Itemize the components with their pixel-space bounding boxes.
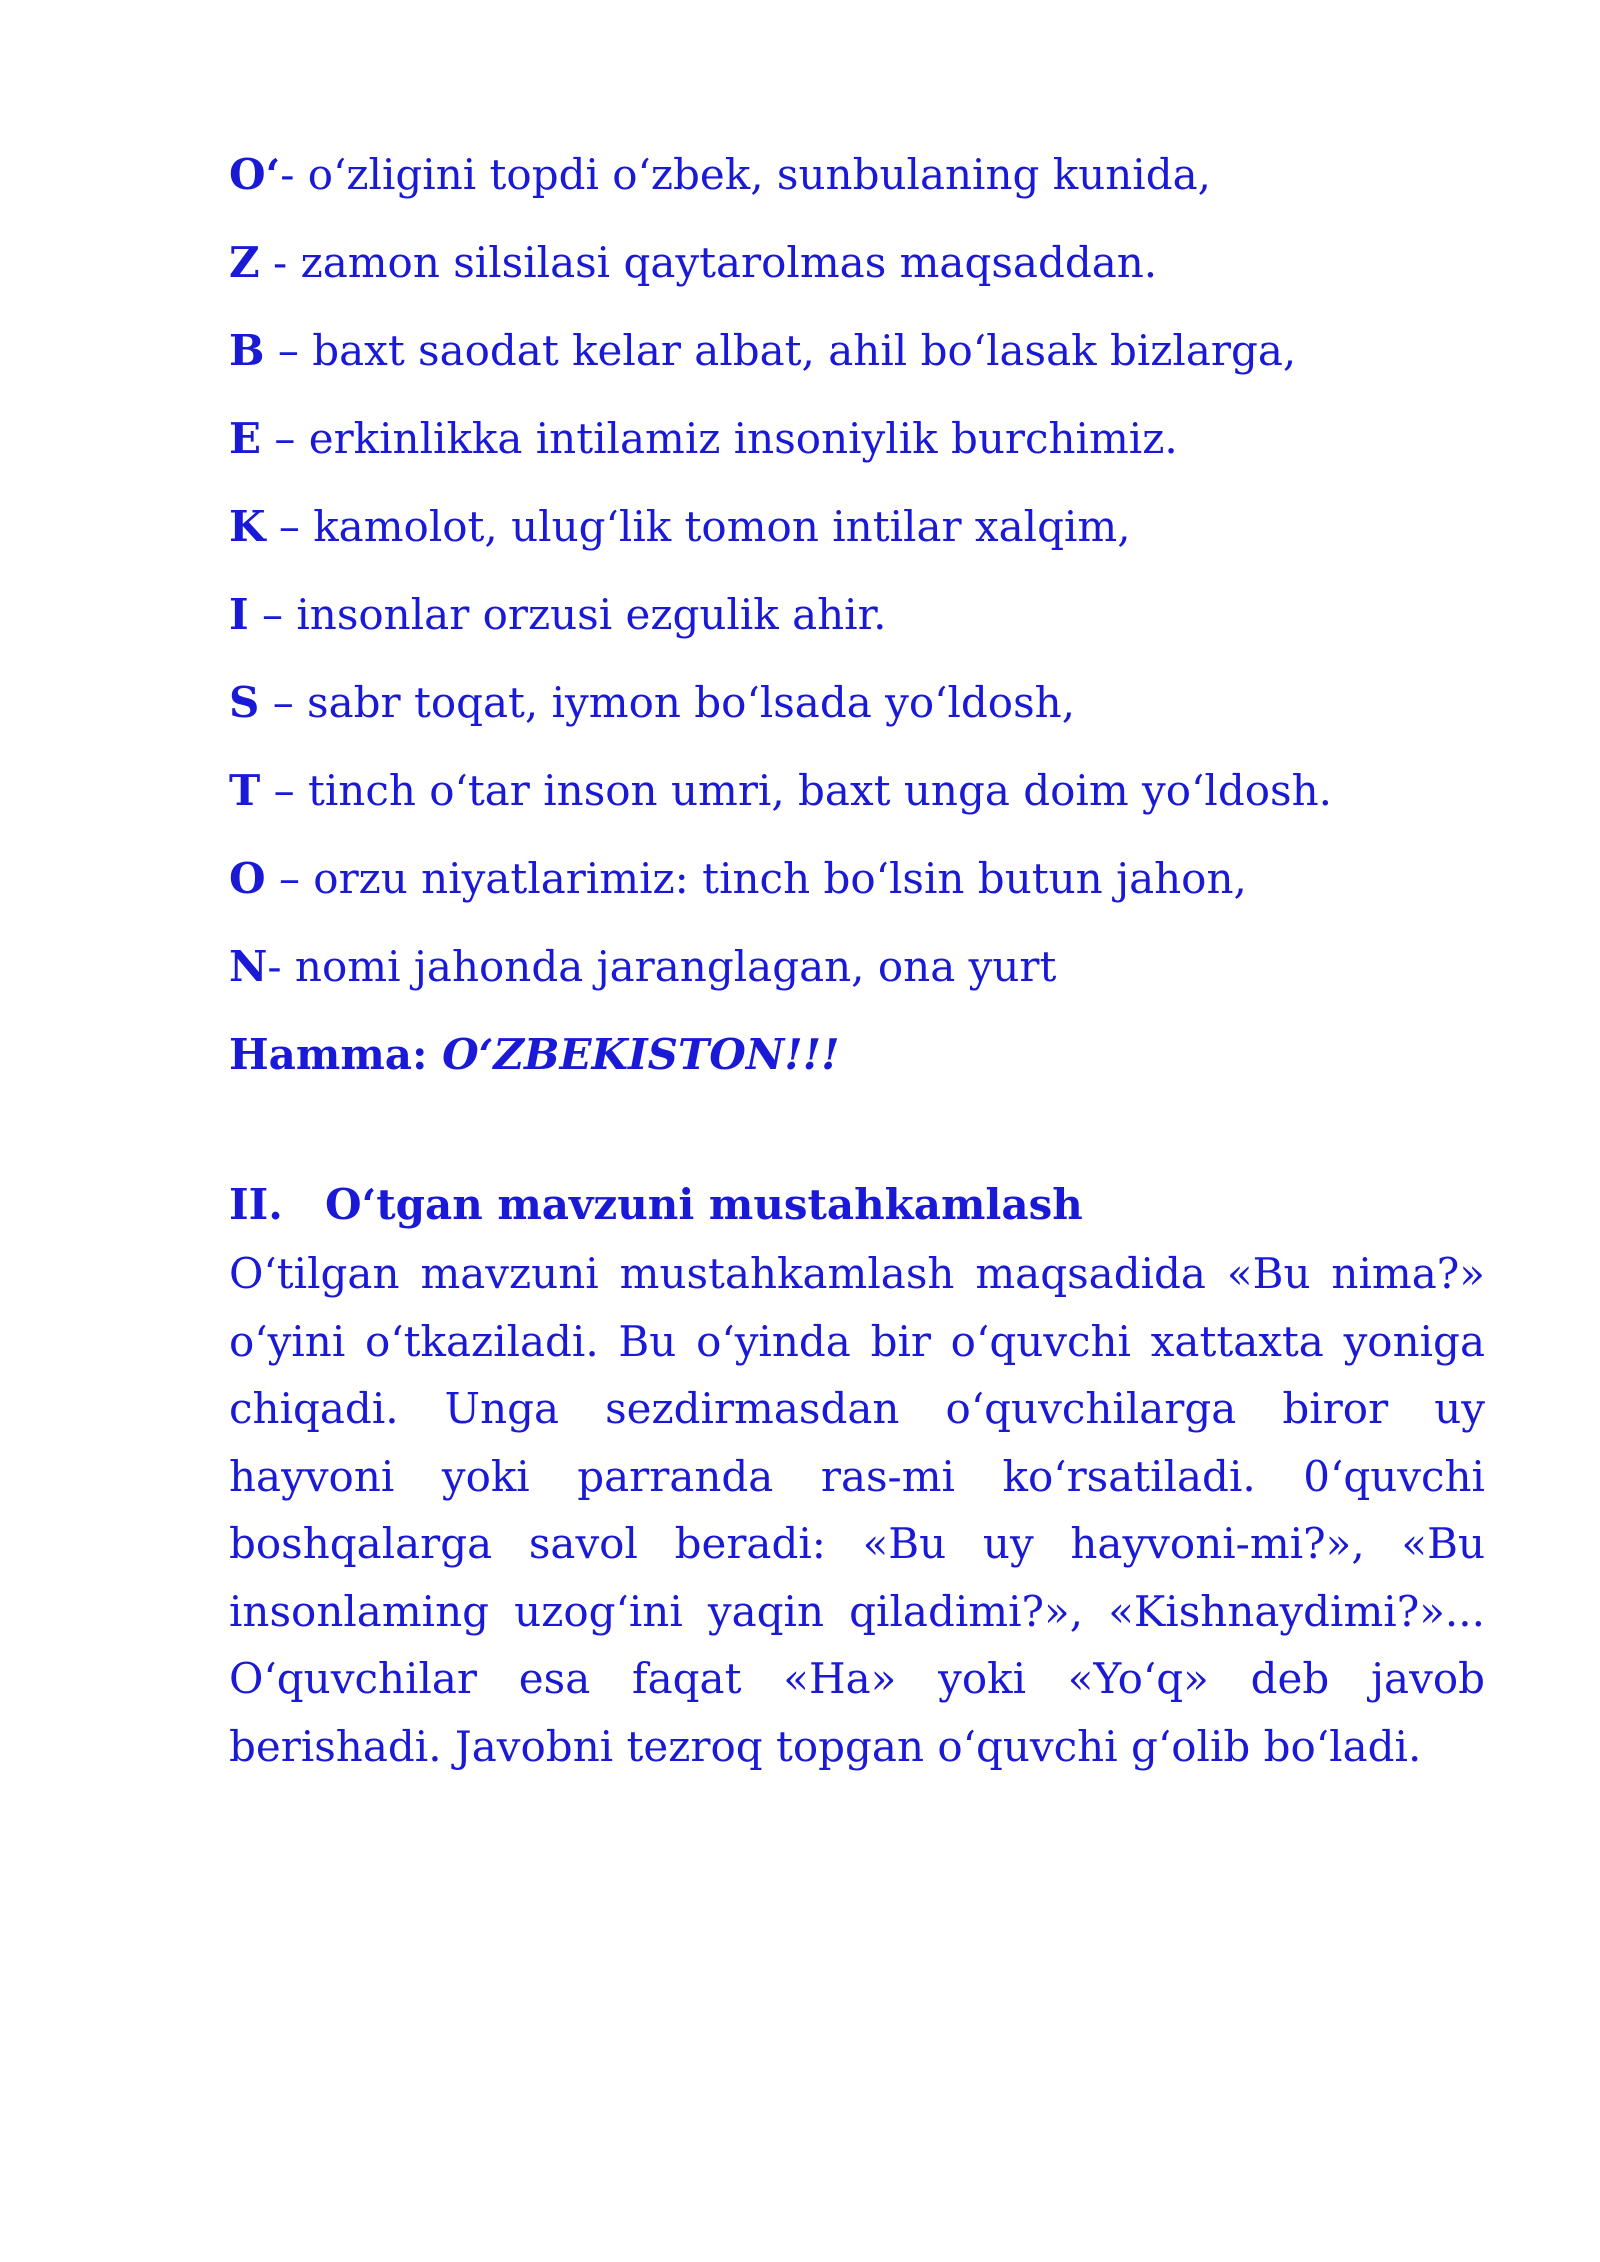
acrostic-text: – baxt saodat kelar albat, ahil bo‘lasak bizlarga, <box>264 326 1297 375</box>
acrostic-letter: S <box>229 678 260 727</box>
acrostic-letter: Z <box>229 238 260 287</box>
chorus-label: Hamma: <box>229 1030 443 1079</box>
section-title: O‘tgan mavzuni mustahkamlash <box>325 1180 1083 1229</box>
acrostic-line <box>229 238 1485 326</box>
acrostic-text: – insonlar orzusi ezgulik ahir. <box>248 590 887 639</box>
acrostic-text: – erkinlikka intilamiz insoniylik burchimiz. <box>261 414 1178 463</box>
acrostic-line <box>229 150 1485 238</box>
acrostic-letter: I <box>229 590 249 639</box>
acrostic-letter: E <box>229 414 262 463</box>
acrostic-text: – tinch o‘tar inson umri, baxt unga doim yo‘ldosh. <box>260 766 1332 815</box>
acrostic-line <box>229 766 1485 854</box>
acrostic-text: - o‘zligini topdi o‘zbek, sunbulaning kunida, <box>280 150 1212 199</box>
acrostic-line <box>229 414 1485 502</box>
acrostic-letter: O <box>229 854 266 903</box>
acrostic-text: – orzu niyatlarimiz: tinch bo‘lsin butun jahon, <box>265 854 1247 903</box>
acrostic-text: - nomi jahonda jaranglagan, ona yurt <box>267 942 1057 991</box>
section-heading <box>229 1180 1485 1230</box>
acrostic-line <box>229 502 1485 590</box>
document-page <box>229 150 1485 1780</box>
acrostic-text: – sabr toqat, iymon bo‘lsada yo‘ldosh, <box>259 678 1076 727</box>
acrostic-line <box>229 590 1485 678</box>
acrostic-letter: B <box>229 326 265 375</box>
acrostic-line <box>229 942 1485 1030</box>
acrostic-letter: K <box>229 502 266 551</box>
acrostic-text: - zamon silsilasi qaytarolmas maqsaddan. <box>259 238 1158 287</box>
acrostic-letter: O‘ <box>229 150 281 199</box>
section-number: II. <box>229 1180 283 1229</box>
acrostic-letter: N <box>229 942 268 991</box>
acrostic-text: – kamolot, ulug‘lik tomon intilar xalqim, <box>265 502 1131 551</box>
acrostic-line <box>229 854 1485 942</box>
acrostic-poem <box>229 150 1485 1030</box>
acrostic-line <box>229 678 1485 766</box>
acrostic-line <box>229 326 1485 414</box>
chorus-line <box>229 1030 1485 1080</box>
chorus-value: O‘ZBEKISTON!!! <box>442 1030 840 1079</box>
section-paragraph: O‘tilgan mavzuni mustahkamlash maqsadida «Bu nima?» o‘yini o‘tkaziladi. Bu o‘yinda bir o‘quvchi xattaxta yoniga chiqadi. Unga sezdirmasdan o‘quvchilarga biror uy hayvoni yoki parranda ras-mi ko‘rsatiladi. 0‘quvchi boshqalarga savol beradi: «Bu uy hayvoni-mi?», «Bu insonlaming uzog‘ini yaqin qiladimi?», «Kishnaydimi?»... O‘quvchilar esa faqat «Ha» yoki «Yo‘q» deb javob berishadi. Javobni tezroq topgan o‘quvchi g‘olib bo‘ladi. <box>229 1249 1485 1771</box>
acrostic-letter: T <box>229 766 261 815</box>
